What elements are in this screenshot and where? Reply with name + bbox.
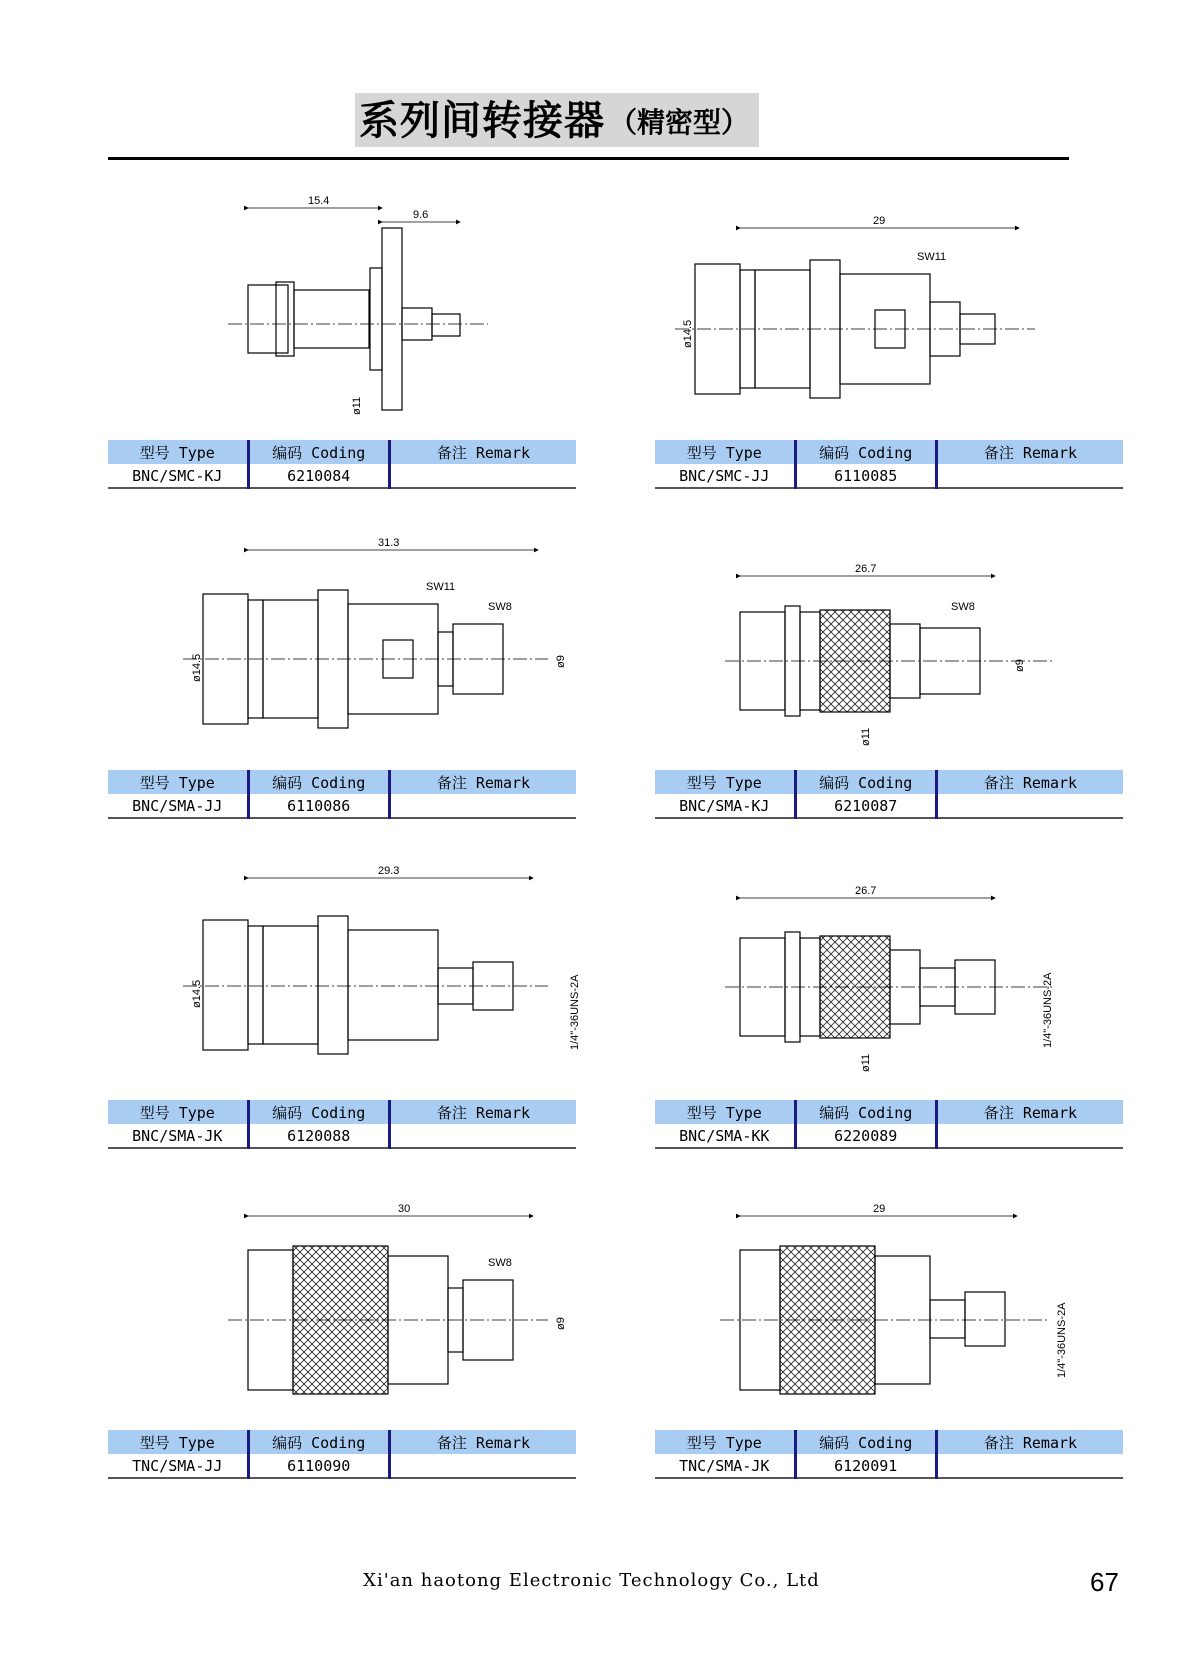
header-remark: 备注 Remark — [389, 440, 576, 464]
spec-table-8 — [655, 1430, 1123, 1479]
spec-table-2 — [655, 440, 1123, 489]
dim-diameter: ø14.5 — [191, 653, 203, 682]
product-card-2 — [655, 190, 1125, 510]
header-remark: 备注 Remark — [389, 1100, 576, 1124]
header-type: 型号 Type — [108, 1430, 248, 1454]
spec-table-6 — [655, 1100, 1123, 1149]
header-type: 型号 Type — [108, 440, 248, 464]
header-coding: 编码 Coding — [795, 440, 936, 464]
cell-remark — [389, 464, 576, 488]
header-remark: 备注 Remark — [389, 1430, 576, 1454]
cell-type: BNC/SMA-JJ — [108, 794, 248, 818]
cell-coding: 6120091 — [795, 1454, 936, 1478]
product-card-1 — [108, 190, 578, 510]
drawing-tnc-sma-jj — [108, 1180, 578, 1430]
dim-diameter: ø14.5 — [682, 319, 694, 348]
dim-diameter-2: ø9 — [555, 1317, 567, 1330]
dim-thread: 1/4"-36UNS-2A — [1056, 1302, 1068, 1378]
dim-thread: 1/4"-36UNS-2A — [1042, 972, 1054, 1048]
dim-wrench: SW11 — [426, 581, 456, 593]
cell-type: BNC/SMC-JJ — [655, 464, 795, 488]
cell-type: TNC/SMA-JK — [655, 1454, 795, 1478]
dim-length: 29 — [873, 1203, 886, 1215]
cell-type: TNC/SMA-JJ — [108, 1454, 248, 1478]
header-remark: 备注 Remark — [389, 770, 576, 794]
cell-type: BNC/SMA-KK — [655, 1124, 795, 1148]
header-coding: 编码 Coding — [795, 1100, 936, 1124]
drawing-bnc-sma-kj — [655, 520, 1125, 770]
header-coding: 编码 Coding — [248, 770, 389, 794]
cell-coding: 6110090 — [248, 1454, 389, 1478]
spec-table-4 — [655, 770, 1123, 819]
product-card-5 — [108, 850, 581, 1170]
product-card-3 — [108, 520, 578, 840]
header-remark: 备注 Remark — [936, 440, 1123, 464]
header-type: 型号 Type — [655, 770, 795, 794]
product-card-6 — [655, 850, 1125, 1170]
header-remark: 备注 Remark — [936, 1430, 1123, 1454]
drawing-tnc-sma-jk — [655, 1180, 1125, 1430]
cell-coding: 6210084 — [248, 464, 389, 488]
dim-length: 26.7 — [855, 885, 877, 897]
dim-diameter-2: ø9 — [1014, 659, 1026, 672]
header-coding: 编码 Coding — [248, 440, 389, 464]
dim-wrench: SW8 — [488, 1257, 512, 1269]
product-card-7 — [108, 1180, 578, 1500]
cell-remark — [389, 1454, 576, 1478]
drawing-bnc-sma-jj — [108, 520, 578, 770]
dim-thread: 1/4"-36UNS-2A — [569, 974, 581, 1050]
cell-type: BNC/SMA-KJ — [655, 794, 795, 818]
page-number: 67 — [1090, 1567, 1119, 1597]
header-type: 型号 Type — [655, 440, 795, 464]
dim-wrench: SW8 — [951, 601, 975, 613]
spec-table-1 — [108, 440, 576, 489]
dim-diameter-2: ø9 — [555, 655, 567, 668]
cell-coding: 6120088 — [248, 1124, 389, 1148]
page-title: 系列间转接器 — [359, 98, 605, 144]
page-title-box — [355, 93, 759, 147]
dim-length: 26.7 — [855, 563, 877, 575]
spec-table-7 — [108, 1430, 576, 1479]
title-underline — [108, 157, 1069, 160]
dim-length-a: 15.4 — [308, 195, 330, 207]
header-type: 型号 Type — [108, 770, 248, 794]
cell-type: BNC/SMC-KJ — [108, 464, 248, 488]
header-remark: 备注 Remark — [936, 1100, 1123, 1124]
spec-table-5 — [108, 1100, 576, 1149]
dim-wrench: SW11 — [917, 251, 947, 263]
dim-length: 30 — [398, 1203, 411, 1215]
drawing-bnc-smc-kj — [108, 190, 578, 440]
cell-remark — [936, 1454, 1123, 1478]
product-card-4 — [655, 520, 1125, 840]
cell-coding: 6110085 — [795, 464, 936, 488]
dim-diameter: ø11 — [860, 1053, 872, 1072]
dim-wrench-2: SW8 — [488, 601, 512, 613]
cell-remark — [389, 1124, 576, 1148]
header-type: 型号 Type — [108, 1100, 248, 1124]
dim-diameter: ø14.5 — [191, 979, 203, 1008]
cell-remark — [936, 1124, 1123, 1148]
header-remark: 备注 Remark — [936, 770, 1123, 794]
cell-coding: 6220089 — [795, 1124, 936, 1148]
spec-table-3 — [108, 770, 576, 819]
header-coding: 编码 Coding — [795, 770, 936, 794]
cell-type: BNC/SMA-JK — [108, 1124, 248, 1148]
cell-coding: 6110086 — [248, 794, 389, 818]
drawing-bnc-smc-jj — [655, 190, 1125, 440]
header-type: 型号 Type — [655, 1100, 795, 1124]
product-card-8 — [655, 1180, 1125, 1500]
cell-remark — [936, 464, 1123, 488]
dim-diameter: ø11 — [860, 727, 872, 746]
cell-remark — [936, 794, 1123, 818]
header-type: 型号 Type — [655, 1430, 795, 1454]
drawing-bnc-sma-kk — [655, 850, 1125, 1100]
footer-company: Xi'an haotong Electronic Technology Co., Ltd — [363, 1570, 820, 1591]
dim-length: 31.3 — [378, 537, 400, 549]
dim-length: 29.3 — [378, 865, 400, 877]
page-subtitle: （精密型） — [609, 106, 750, 139]
dim-diameter: ø11 — [351, 396, 363, 415]
header-coding: 编码 Coding — [248, 1430, 389, 1454]
cell-coding: 6210087 — [795, 794, 936, 818]
dim-length-b: 9.6 — [413, 209, 429, 221]
dim-length: 29 — [873, 215, 886, 227]
header-coding: 编码 Coding — [248, 1100, 389, 1124]
cell-remark — [389, 794, 576, 818]
drawing-bnc-sma-jk — [108, 850, 581, 1100]
header-coding: 编码 Coding — [795, 1430, 936, 1454]
